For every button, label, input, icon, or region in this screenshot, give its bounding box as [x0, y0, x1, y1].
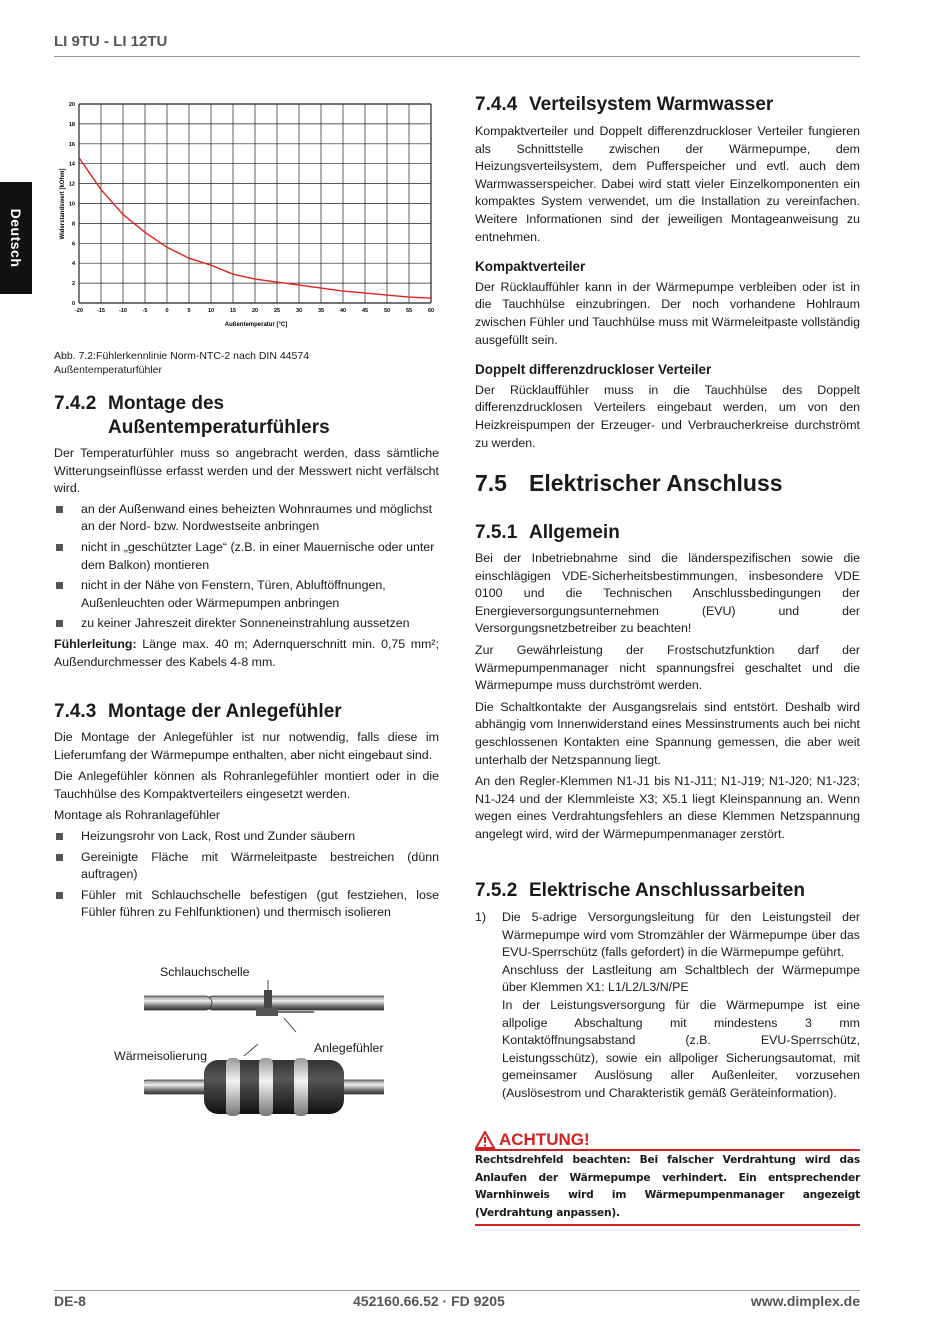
section-7-4-4	[475, 93, 860, 452]
chart-x-tick-label: 30	[295, 308, 303, 314]
chart-y-tick-label: 2	[71, 281, 75, 288]
section-title: Verteilsystem Warmwasser	[529, 94, 774, 115]
warning-text: Rechtsdrehfeld beachten: Bei falscher Verdrahtung wird das Anlaufen der Wärmepumpe verhindert. Ein entsprechender Warnhinweis wird im Wärmepumpenmanager angezeigt (Verdrahtung anpassen).	[475, 1154, 860, 1219]
section-7-4-4-p1: Kompaktverteiler und Doppelt differenzdruckloser Verteiler fungieren als Schnittstelle zwischen der Wärmepumpe, dem Heizungsverteilsystem, dem Pufferspeicher und evtl. auch dem Warmwasserspeicher. Dabei wird statt vieler Einzelkomponenten ein kompaktes System verwendet, um die Installation zu vereinfachen. Weitere Informationen sind der jeweiligen Montageanweisung zu entnehmen.	[475, 124, 860, 244]
section-7-4-3-heading	[54, 700, 439, 724]
warning-box	[475, 1131, 860, 1226]
numbered-item-1	[475, 909, 860, 1103]
chart-x-tick-label: -5	[142, 308, 148, 314]
chart-y-tick-label: 6	[71, 241, 75, 248]
chart-y-tick-label: 14	[68, 161, 75, 168]
footer-divider	[54, 1290, 860, 1291]
section-number: 7.5	[475, 470, 507, 496]
section-7-5-1-heading	[475, 521, 860, 545]
section-7-5	[475, 470, 860, 496]
clamp-label: Schlauchschelle	[160, 965, 250, 979]
subheading-doppelt-verteiler: Doppelt differenzdruckloser Verteiler	[475, 362, 712, 378]
chart-y-tick-label: 18	[68, 121, 75, 128]
section-7-4-2-list	[54, 501, 439, 633]
section-title: Allgemein	[529, 522, 620, 543]
item-paragraph-1: Die 5-adrige Versorgungsleitung für den Leistungsteil der Wärmepumpe wird vom Stromzähler der Wärmepumpe über das EVU-Sperrschütz (falls gefordert) in die Wärmepumpe geführt.	[502, 910, 860, 960]
warning-title-text: ACHTUNG!	[499, 1130, 590, 1150]
chart-grid	[79, 104, 431, 303]
chart-x-tick-label: 60	[427, 308, 435, 314]
chart-y-tick-label: 10	[68, 201, 75, 208]
list-item: nicht in „geschützter Lage“ (z.B. in einer Mauernische oder unter dem Balkon) montieren	[54, 539, 439, 574]
chart-x-tick-label: 25	[273, 308, 281, 314]
kompaktverteiler-text: Der Rücklauffühler kann in der Wärmepumpe verbleiben oder ist in die Tauchhülse einzubringen. Der noch vorhandene Hohlraum zwischen Fühler und Tauchhülse muss mit Wärmeleitpaste vollständig ausgefüllt sein.	[475, 279, 860, 347]
chart-x-tick-label: 45	[361, 308, 369, 314]
header-divider	[54, 56, 860, 57]
chart-x-tick-label: 5	[187, 308, 191, 314]
warning-top-rule	[475, 1149, 860, 1151]
chart-x-tick-label: 50	[383, 308, 391, 314]
section-number: 7.4.4	[475, 94, 518, 115]
chart-y-tick-label: 20	[68, 102, 75, 108]
chart-y-tick-label: 4	[71, 261, 75, 268]
document-header-title: LI 9TU - LI 12TU	[54, 33, 168, 50]
chart-y-tick-label: 16	[68, 141, 75, 148]
section-7-5-1-p4: An den Regler-Klemmen N1-J1 bis N1-J11; N1-J19; N1-J20; N1-J23; N1-J24 und der Klemmleiste X3; X5.1 liegt Kleinspannung an. Wenn wegen eines Verdrahtungsfehlers an diese Klemmen Netzspannung angelegt wird, wird der Wärmepumpenmanager zerstört.	[475, 774, 860, 841]
item-number: 1)	[475, 910, 487, 924]
section-title: Elektrische Anschlussarbeiten	[529, 880, 805, 901]
section-7-4-3-list	[54, 828, 439, 922]
section-title-line1: Montage des	[108, 393, 225, 414]
sensor-label: Anlegefühler	[314, 1041, 384, 1055]
section-7-5-1-p1: Bei der Inbetriebnahme sind die länderspezifischen sowie die einschlägigen VDE-Sicherheitsbestimmungen, insbesondere VDE 0100 und die Technischen Anschlussbedingungen der Energieversorgungsunternehmen (EVU) und der Versorgungsnetzbetreiber zu beachten!	[475, 551, 860, 636]
chart-x-tick-label: -15	[97, 308, 105, 314]
chart-x-tick-label: 55	[405, 308, 413, 314]
item-paragraph-2: Anschluss der Lastleitung am Schaltblech der Wärmepumpe über Klemmen X1: L1/L2/L3/N/PE	[502, 962, 860, 995]
warning-bottom-rule	[475, 1224, 860, 1226]
chart-x-tick-label: 15	[229, 308, 237, 314]
section-7-5-1	[475, 521, 860, 844]
chart-y-axis-label: Widerstandswert [kOhm]	[60, 168, 66, 240]
section-title: Elektrischer Anschluss	[529, 470, 783, 496]
list-item: zu keiner Jahreszeit direkter Sonneneinstrahlung aussetzen	[54, 615, 439, 633]
language-tab-label: Deutsch	[8, 208, 24, 268]
footer-doc-number: 452160.66.52 · FD 9205	[353, 1293, 505, 1309]
chart-x-tick-label: 10	[207, 308, 215, 314]
section-number: 7.5.2	[475, 880, 518, 901]
chart-x-tick-label: -10	[119, 308, 127, 314]
footer-website[interactable]: www.dimplex.de	[750, 1293, 860, 1309]
sensor-cable-text: Länge max. 40 m; Adernquerschnitt min. 0,75 mm²; Außendurchmesser des Kabels 4-8 mm.	[54, 636, 439, 669]
section-7-5-2	[475, 879, 860, 1103]
language-tab	[0, 182, 32, 294]
doppelt-verteiler-text: Der Rücklauffühler muss in die Tauchhülse des Doppelt differenzdrucklosen Verteilers eingebaut werden, um von den Heizkreispumpen der Erzeuger- und Verbraucherkreise durchströmt zu werden.	[475, 382, 860, 450]
chart-x-tick-label: 40	[339, 308, 347, 314]
section-title-line2: Außentemperaturfühlers	[108, 417, 330, 438]
section-7-4-3	[54, 700, 439, 925]
pipe-sensor-figure	[114, 960, 384, 1130]
section-7-5-1-p3: Die Schaltkontakte der Ausgangsrelais sind entstört. Deshalb wird abhängig vom Innenwiderstand eines Messinstruments auch bei nicht geschlossenen Kontakten eine Spannung gemessen, die aber weit unterhalb der Netzspannung liegt.	[475, 699, 860, 767]
section-7-4-4-heading	[475, 93, 860, 117]
chart-x-axis-label: Außentemperatur [°C]	[224, 322, 288, 328]
subheading-kompaktverteiler: Kompaktverteiler	[475, 259, 586, 275]
section-7-4-2-intro: Der Temperaturfühler muss so angebracht werden, dass sämtliche Witterungseinflüsse erfasst werden und der Messwert nicht verfälscht wird.	[54, 446, 439, 496]
section-7-5-2-heading	[475, 879, 860, 903]
sensor-cable-label: Fühlerleitung:	[54, 636, 137, 651]
section-7-4-3-p1: Die Montage der Anlegefühler ist nur notwendig, falls diese im Lieferumfang der Wärmepumpe enthalten, aber nicht eingebaut sind.	[54, 730, 439, 762]
figure-caption-line1: Abb. 7.2:Fühlerkennlinie Norm-NTC-2 nach DIN 44574	[54, 350, 310, 362]
section-7-5-1-p2: Zur Gewährleistung der Frostschutzfunktion darf der Wärmepumpenmanager nicht spannungsfrei geschaltet und die Wärmepumpe muss durchströmt werden.	[475, 642, 860, 693]
chart-x-tick-label: 20	[251, 308, 259, 314]
figure-caption	[54, 349, 439, 377]
section-7-5-heading	[475, 470, 860, 496]
section-7-4-2-heading	[54, 392, 439, 440]
chart-x-tick-label: 0	[165, 308, 169, 314]
chart-y-tick-label: 0	[71, 301, 75, 307]
item-paragraph-3: In der Leistungsversorgung für die Wärmepumpe ist eine allpolige Abschaltung mit mindestens 3 mm Kontaktöffnungsabstand (z.B. EVU-Sperrschütz, Leistungsschütz), sowie ein allpoliger Sicherungsautomat, mit gemeinsamer Auslösung aller Außenleiter, vorzusehen (Auslösestrom und Charakteristik gemäß Geräteinformation).	[502, 997, 860, 1100]
section-7-4-3-p3: Montage als Rohranlagefühler	[54, 808, 221, 823]
insulation-label: Wärmeisolierung	[114, 1049, 207, 1063]
section-7-4-3-p2: Die Anlegefühler können als Rohranlegefühler montiert oder in die Tauchhülse des Kompaktverteilers eingesetzt werden.	[54, 769, 439, 801]
section-number: 7.4.3	[54, 701, 97, 722]
list-item: Gereinigte Fläche mit Wärmeleitpaste bestreichen (dünn auftragen)	[54, 849, 439, 884]
chart-x-tick-label: 35	[317, 308, 325, 314]
warning-title	[475, 1131, 860, 1149]
section-7-4-2	[54, 392, 439, 671]
chart-y-tick-label: 8	[71, 221, 75, 228]
section-number: 7.4.2	[54, 393, 97, 414]
figure-caption-line2: Außentemperaturfühler	[54, 364, 162, 376]
footer-page-number: DE-8	[54, 1293, 86, 1309]
warning-triangle-icon	[475, 1131, 495, 1149]
list-item: Heizungsrohr von Lack, Rost und Zunder säubern	[54, 828, 439, 846]
list-item: nicht in der Nähe von Fenstern, Türen, Abluftöffnungen, Außenleuchten oder Wärmepumpen anbringen	[54, 577, 439, 612]
list-item: Fühler mit Schlauchschelle befestigen (gut festziehen, lose Fühler führen zu Fehlfunktionen) und thermisch isolieren	[54, 887, 439, 922]
list-item: an der Außenwand eines beheizten Wohnraumes und möglichst an der Nord- bzw. Nordwestseite anbringen	[54, 501, 439, 536]
chart-y-tick-label: 12	[68, 181, 75, 188]
chart-ticks	[69, 102, 434, 314]
section-number: 7.5.1	[475, 522, 518, 543]
chart-x-tick-label: -20	[75, 308, 83, 314]
ntc-chart	[54, 96, 439, 331]
sensor-cable-spec	[54, 636, 439, 671]
section-title: Montage der Anlegefühler	[108, 701, 342, 722]
